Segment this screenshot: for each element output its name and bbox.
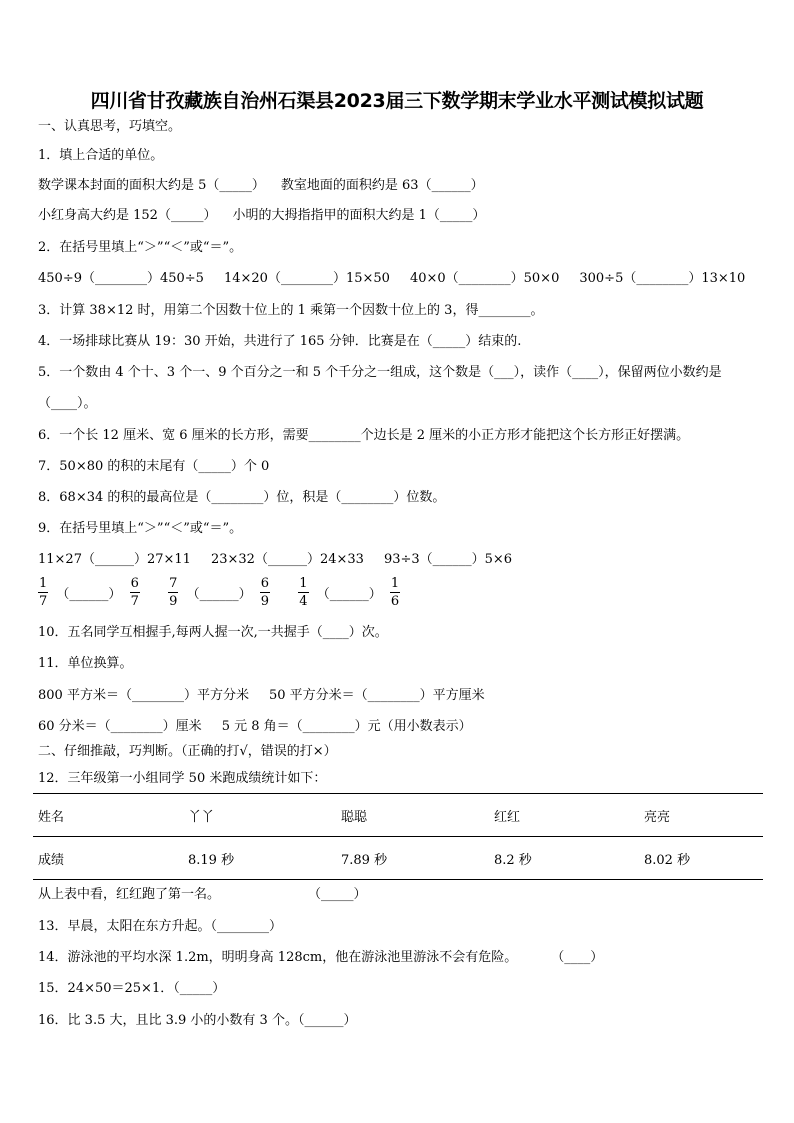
fraction-5-denominator: 4 [299, 594, 308, 609]
question-14: 14．游泳池的平均水深 1.2m，明明身高 128cm，他在游泳池里游泳不会有危险。 [38, 950, 518, 965]
question-2-item-c: 40×0（________）50×0 [409, 271, 560, 286]
question-10: 10．五名同学互相握手,每两人握一次,一共握手（____）次。 [38, 625, 388, 640]
question-9-item-c: 93÷3（______）5×6 [383, 552, 513, 567]
table-header-cell: 红红 [489, 794, 639, 837]
fraction-blank-3: （______） [316, 587, 382, 602]
question-14-blank: （____） [551, 950, 604, 965]
fraction-3-numerator: 7 [169, 576, 178, 591]
question-1-item-d: 小明的大拇指指甲的面积大约是 1（_____） [232, 208, 486, 223]
question-12-statement-row [38, 886, 367, 904]
question-7: 7．50×80 的积的末尾有（_____）个 0 [38, 459, 270, 474]
question-6: 6．一个长 12 厘米、宽 6 厘米的长方形，需要________个边长是 2 厘米的小正方形才能把这个长方形正好摆满。 [38, 428, 690, 443]
question-2-item-a: 450÷9（________）450÷5 [38, 271, 204, 286]
fraction-6-numerator: 1 [390, 576, 400, 591]
table-header-cell: 姓名 [33, 794, 183, 837]
question-11-row-2 [38, 718, 472, 736]
fraction-4-numerator: 6 [260, 576, 269, 591]
question-11: 11．单位换算。 [38, 656, 133, 671]
table-header-cell: 丫丫 [183, 794, 336, 837]
question-12-statement: 从上表中看，红红跑了第一名。 [38, 887, 221, 902]
table-cell: 7.89 秒 [336, 837, 489, 880]
fraction-6-denominator: 6 [390, 594, 400, 609]
question-9-item-b: 23×32（______）24×33 [210, 552, 364, 567]
table-header-cell: 聪聪 [336, 794, 489, 837]
score-table [33, 793, 763, 880]
question-9-item-a: 11×27（______）27×11 [38, 552, 191, 567]
fraction-2-denominator: 7 [130, 594, 139, 609]
question-5-line-2: （____）。 [38, 396, 97, 411]
question-2-row [38, 270, 745, 288]
question-16: 16．比 3.5 大，且比 3.9 小的小数有 3 个。（______） [38, 1013, 357, 1028]
question-1-item-c: 小红身高大约是 152（_____） [38, 208, 217, 223]
score-table-header-row [33, 794, 763, 837]
fraction-2-numerator: 6 [130, 576, 139, 591]
question-1-row-1 [38, 177, 484, 195]
question-8: 8．68×34 的积的最高位是（________）位，积是（________）位数。 [38, 490, 446, 505]
section-2-heading: 二、仔细推敲，巧判断。（正确的打√，错误的打×） [38, 744, 337, 759]
question-5-line-1: 5．一个数由 4 个十、3 个一、9 个百分之一和 5 个千分之一组成，这个数是（___），读作（____），保留两位小数约是 [38, 365, 722, 380]
fraction-blank-2: （______） [186, 587, 252, 602]
question-11-row-1 [38, 687, 485, 705]
section-1-heading: 一、认真思考，巧填空。 [38, 119, 182, 134]
table-cell: 8.2 秒 [489, 837, 639, 880]
question-9: 9．在括号里填上“＞”“＜”或“＝”。 [38, 521, 243, 536]
question-1-item-a: 数学课本封面的面积大约是 5（_____） [38, 178, 265, 193]
question-12-blank: （_____） [308, 887, 367, 902]
fraction-5-numerator: 1 [299, 576, 308, 591]
question-9-row-1 [38, 551, 512, 569]
question-14-row [38, 949, 603, 967]
question-2-item-d: 300÷5（________）13×10 [579, 271, 746, 286]
question-9-fraction-row [38, 575, 404, 610]
fraction-1-numerator: 1 [39, 576, 48, 591]
score-table-row [33, 837, 763, 880]
table-header-cell: 亮亮 [639, 794, 763, 837]
question-1-row-2 [38, 207, 485, 225]
question-3: 3．计算 38×12 时，用第二个因数十位上的 1 乘第一个因数十位上的 3，得________。 [38, 303, 544, 318]
fraction-3 [168, 575, 178, 610]
fraction-3-denominator: 9 [169, 594, 178, 609]
fraction-1-denominator: 7 [39, 594, 48, 609]
table-cell: 成绩 [33, 837, 183, 880]
fraction-1 [38, 575, 48, 610]
question-4: 4．一场排球比赛从 19：30 开始，共进行了 165 分钟．比赛是在（_____）结束的. [38, 334, 522, 349]
page-title: 四川省甘孜藏族自治州石渠县2023届三下数学期末学业水平测试模拟试题 [90, 90, 704, 112]
question-2-item-b: 14×20（________）15×50 [223, 271, 390, 286]
fraction-2 [130, 575, 140, 610]
table-cell: 8.19 秒 [183, 837, 336, 880]
question-11-item-b: 50 平方分米＝（________）平方厘米 [268, 688, 485, 703]
question-11-item-c: 60 分米＝（________）厘米 [38, 719, 202, 734]
fraction-4 [260, 575, 270, 610]
fraction-6 [390, 575, 400, 610]
fraction-4-denominator: 9 [260, 594, 269, 609]
question-1-item-b: 教室地面的面积约是 63（______） [280, 178, 484, 193]
question-12: 12．三年级第一小组同学 50 米跑成绩统计如下： [38, 771, 327, 786]
question-13: 13．早晨，太阳在东方升起。（________） [38, 919, 283, 934]
question-11-item-a: 800 平方米＝（________）平方分米 [38, 688, 249, 703]
question-15: 15．24×50＝25×1．（_____） [38, 981, 226, 996]
question-2: 2．在括号里填上“＞”“＜”或“＝”。 [38, 240, 243, 255]
question-11-item-d: 5 元 8 角＝（________）元（用小数表示） [221, 719, 472, 734]
question-1: 1．填上合适的单位。 [38, 148, 164, 163]
table-cell: 8.02 秒 [639, 837, 763, 880]
fraction-blank-1: （______） [56, 587, 122, 602]
fraction-5 [298, 575, 308, 610]
